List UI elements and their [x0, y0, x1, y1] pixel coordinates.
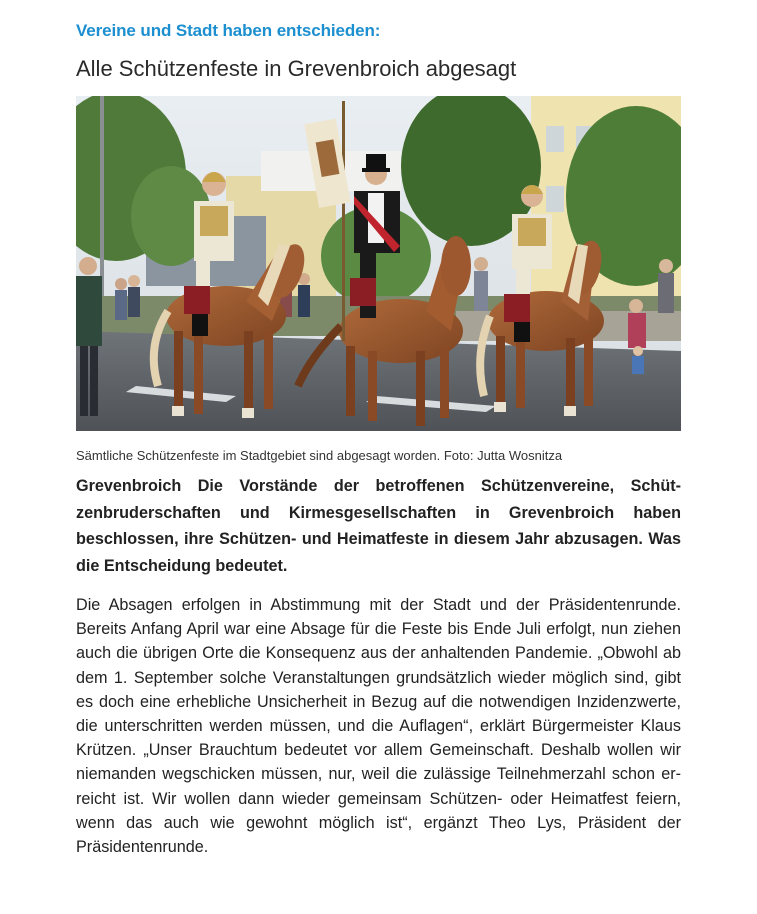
- article-body: Die Absagen erfolgen in Abstimmung mit der Stadt und der Präsidentenrunde. Bereits Anfang April war eine Absage für die Feste bis Ende Juli erfolgt, nun ziehen auch die übrigen Orte die Konsequenz aus der anhaltenden Pandemie. „Obwohl ab dem 1. September solche Veranstaltungen grundsätzlich wieder möglich sind, gibt es doch eine erhebliche Unsicherheit in Bezug auf die notwendigen Inzidenzwerte, die unterschritten werden müssen, und die Auflagen“, erklärt Bürgermeister Klaus Krützen. „Unser Brauchtum bedeutet vor allem Gemeinschaft. Deshalb wollen wir niemanden wegschicken müssen, nur, weil die zulässige Teilnehmerzahl schon erreicht ist. Wir wollen dann wieder gemeinsam Schützen- oder Heimatfest feiern, wenn das auch wie gewohnt möglich ist“, ergänzt Theo Lys, Präsident der Präsidentenrunde.: [76, 596, 681, 857]
- article-lead: Grevenbroich Die Vorstände der betroffenen Schützenvereine, Schützenbruderschaften und Kirmesgesellschaften in Grevenbroich haben beschlossen, ihre Schützen- und Heimatfeste in diesem Jahr abzusagen. Was die Entscheidung bedeutet.: [76, 477, 681, 575]
- photo-caption: Sämtliche Schützenfeste im Stadtgebiet sind abgesagt worden. Foto: Jutta Wosnitza: [76, 448, 563, 463]
- article-photo: [76, 96, 681, 431]
- article: [76, 18, 681, 859]
- article-kicker: Vereine und Stadt haben entschieden:: [76, 21, 381, 40]
- article-headline: Alle Schützenfeste in Grevenbroich abgesagt: [76, 56, 517, 81]
